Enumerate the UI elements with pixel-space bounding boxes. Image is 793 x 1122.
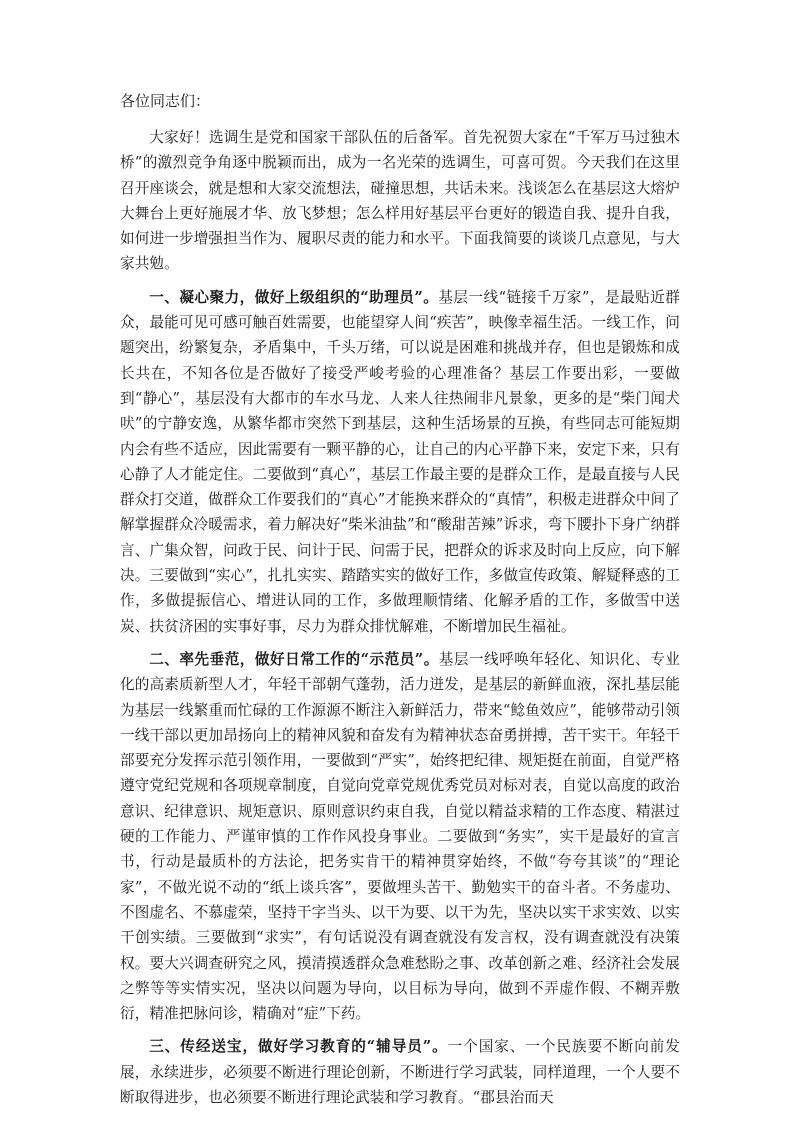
document-page xyxy=(120,88,680,1118)
salutation: 各位同志们： xyxy=(120,92,211,110)
section-2-heading: 二、率先垂范，做好日常工作的“示范员”。 xyxy=(149,650,439,668)
section-2-paragraph xyxy=(120,647,680,1026)
section-3-paragraph xyxy=(120,1034,680,1110)
section-1-paragraph xyxy=(120,285,680,639)
section-3-body: 一个国家、一个民族要不断向前发展，永续进步，必须要不断进行理论创新，不断进行学习武装，同样道理，一个人要不断取得进步，也必须要不断进行理论武装和学习教育。“郡县治而天 xyxy=(120,1038,680,1106)
section-3-heading: 三、传经送宝，做好学习教育的“辅导员”。 xyxy=(149,1038,448,1056)
section-2-body: 基层一线呼唤年轻化、知识化、专业化的高素质新型人才，年轻干部朝气蓬勃，活力迸发，是基层的新鲜血液，深扎基层能为基层一线繁重而忙碌的工作源源不断注入新鲜活力，带来“鲶鱼效应”，能够带动引领一线干部以更加昂扬向上的精神风貌和奋发有为精神状态奋勇拼搏，苦干实干。年轻干部要充分发挥示范引领作用，一要做到“严实”，始终把纪律、规矩挺在前面，自觉严格遵守党纪党规和各项规章制度，自觉向党章党规优秀党员对标对表，自觉以高度的政治意识、纪律意识、规矩意识、原则意识约束自我，自觉以精益求精的工作态度、精湛过硬的工作能力、严谨审慎的工作作风投身事业。二要做到“务实”，实干是最好的宣言书，行动是最质朴的方法论，把务实肯干的精神贯穿始终，不做“夸夸其谈”的“理论家”，不做光说不动的“纸上谈兵客”，要做埋头苦干、勤勉实干的奋斗者。不务虚功、不图虚名、不慕虚荣，坚持干字当头、以干为要、以干为先，坚决以实干求实效、以实干创实绩。三要做到“求实”，有句话说没有调查就没有发言权，没有调查就没有决策权。要大兴调查研究之风，摸清摸透群众急难愁盼之事、改革创新之难、经济社会发展之弊等等实情实况，坚决以问题为导向，以目标为导向，做到不弄虚作假、不糊弄敷衍，精准把脉问诊，精确对“症”下药。 xyxy=(120,650,680,1023)
section-1-body: 基层一线“链接千万家”，是最贴近群众，最能可见可感可触百姓需要，也能望穿人间“疾苦”，映像幸福生活。一线工作，问题突出，纷繁复杂，矛盾集中，千头万绪，可以说是困难和挑战并存，但也是锻炼和成长共在，不知各位是否做好了接受严峻考验的心理准备？基层工作要出彩，一要做到“静心”，基层没有大都市的车水马龙、人来人往热闹非凡景象，更多的是“柴门闻犬吠”的宁静安逸，从繁华都市突然下到基层，这种生活场景的互换，有些同志可能短期内会有些不适应，因此需要有一颗平静的心，让自己的内心平静下来，安定下来，只有心静了人才能定住。二要做到“真心”，基层工作最主要的是群众工作，是最直接与人民群众打交道，做群众工作要我们的“真心”才能换来群众的“真情”，积极走进群众中间了解掌握群众冷暖需求，着力解决好“柴米油盐”和“酸甜苦辣”诉求，弯下腰扑下身广纳群言、广集众智，问政于民、问计于民、问需于民，把群众的诉求及时向上反应，向下解决。三要做到“实心”，扎扎实实、踏踏实实的做好工作，多做宣传政策、解疑释惑的工作，多做提振信心、增进认同的工作，多做理顺情绪、化解矛盾的工作，多做雪中送炭、扶贫济困的实事好事，尽力为群众排忧解难，不断增加民生福祉。 xyxy=(120,288,681,635)
intro-paragraph: 大家好！选调生是党和国家干部队伍的后备军。首先祝贺大家在“千军万马过独木桥”的激烈竞争角逐中脱颖而出，成为一名光荣的选调生，可喜可贺。今天我们在这里召开座谈会，就是想和大家交流想法，碰撞思想，共话未来。浅谈怎么在基层这大熔炉大舞台上更好施展才华、放飞梦想；怎么样用好基层平台更好的锻造自我、提升自我，如何进一步增强担当作为、履职尽责的能力和水平。下面我简要的谈谈几点意见，与大家共勉。 xyxy=(120,129,680,273)
section-1-heading: 一、凝心聚力，做好上级组织的“助理员”。 xyxy=(149,288,439,306)
